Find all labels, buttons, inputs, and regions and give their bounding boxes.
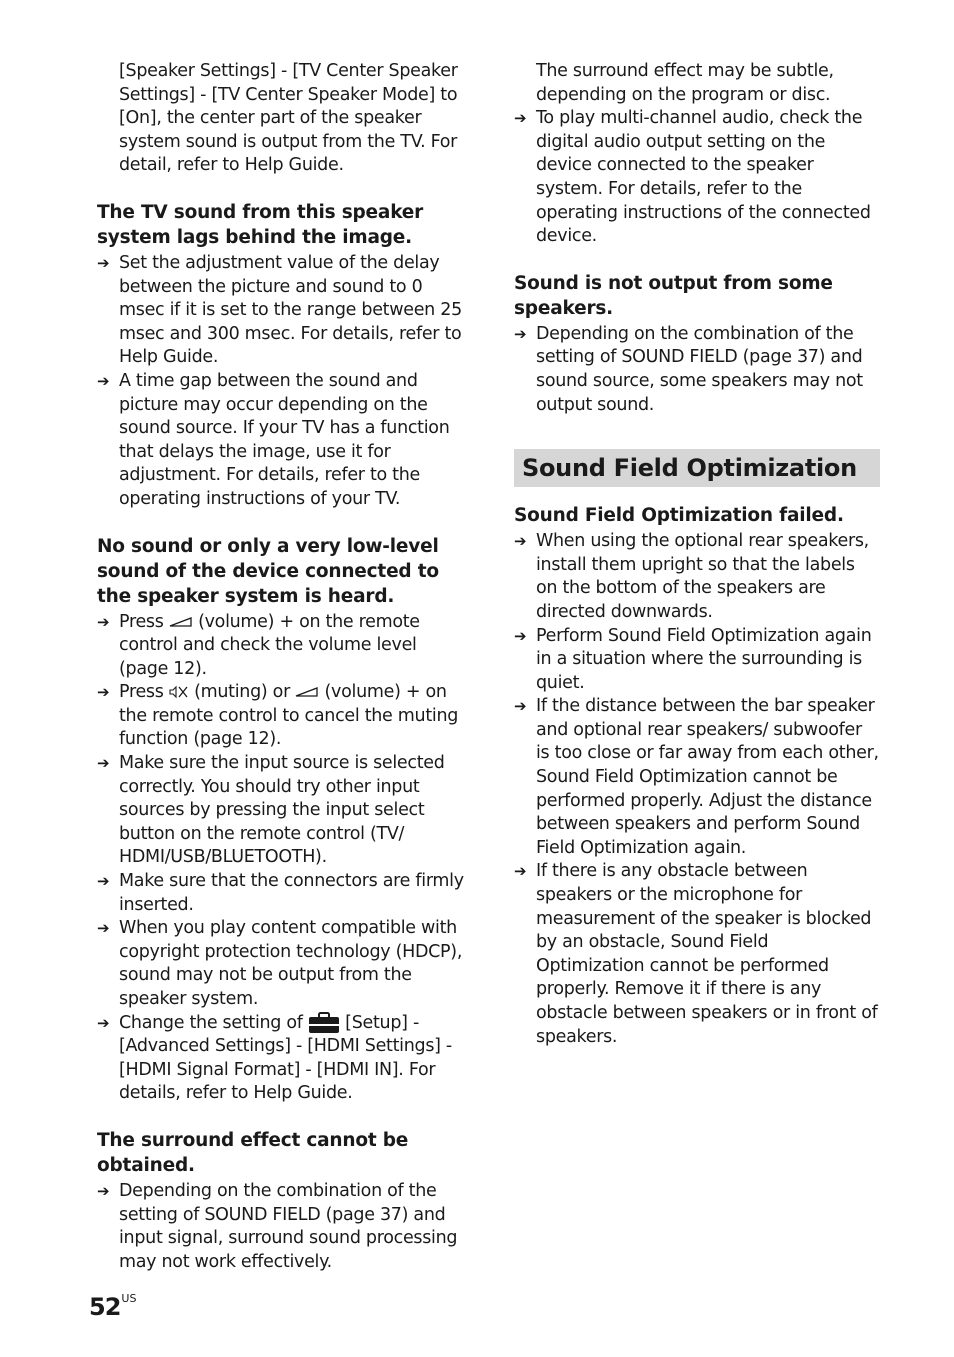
section-title-band (514, 449, 880, 487)
notoutput-heading: Sound is not output from some speakers. (514, 272, 833, 319)
list-item: ➔ Make sure the input source is selected correctly. You should try other input sources by pressing the input select button on the remote control (TV/ HDMI/USB/BLUETOOTH). (97, 753, 445, 868)
toolbox-icon (308, 1012, 340, 1034)
arrow-bullet-icon: ➔ (97, 371, 110, 390)
volume-icon (295, 686, 319, 698)
page-number: $52^{US}$ (89, 1292, 137, 1321)
right-column (514, 60, 880, 1071)
list-item: ➔ Change the setting of [Setup] - [Advanced Settings] - [HDMI Settings] - [HDMI Signal Format] - [HDMI IN]. For details, refer to Help Guide. (97, 1012, 452, 1104)
arrow-bullet-icon: ➔ (97, 612, 110, 631)
nosound-heading: No sound or only a very low-level sound of the device connected to the speaker system is heard. (97, 535, 439, 607)
list-item: ➔ When you play content compatible with copyright protection technology (HDCP), sound may not be output from the speaker system. (97, 918, 463, 1009)
arrow-bullet-icon: ➔ (97, 919, 110, 938)
failed-heading: Sound Field Optimization failed. (514, 505, 844, 527)
arrow-bullet-icon: ➔ (97, 253, 110, 272)
nosound-list (97, 611, 465, 1106)
arrow-bullet-icon: ➔ (514, 532, 527, 551)
surround-list (97, 1180, 465, 1274)
arrow-bullet-icon: ➔ (97, 754, 110, 773)
list-item: ➔ When using the optional rear speakers, install them upright so that the labels on the bottom of the speakers are directed downwards. (514, 531, 869, 622)
region-code: US (121, 1292, 137, 1305)
surround-heading: The surround effect cannot be obtained. (97, 1129, 409, 1176)
arrow-bullet-icon: ➔ (514, 324, 527, 343)
arrow-bullet-icon: ➔ (514, 626, 527, 645)
continuation-text: [Speaker Settings] - [TV Center Speaker Settings] - [TV Center Speaker Mode] to [On], the center part of the speaker system sound is output from the TV. For detail, refer to Help Guide. (119, 61, 458, 176)
list-item: ➔ If there is any obstacle between speakers or the microphone for measurement of the speaker is blocked by an obstacle, Sound Field Optimization cannot be performed properly. Remove it if there is any obstacle between speakers or in front of speakers. (514, 861, 878, 1047)
muting-icon (169, 684, 189, 700)
arrow-bullet-icon: ➔ (97, 872, 110, 891)
arrow-bullet-icon: ➔ (97, 683, 110, 702)
arrow-bullet-icon: ➔ (514, 109, 527, 128)
list-item: ➔ To play multi-channel audio, check the digital audio output setting on the device connected to the speaker system. For details, refer to the operating instructions of the connected device. (514, 108, 871, 247)
list-item: ➔ Set the adjustment value of the delay between the picture and sound to 0 msec if it is set to the range between 25 msec and 300 msec. For details, refer to Help Guide. (97, 252, 462, 368)
list-item: ➔ Depending on the combination of the setting of SOUND FIELD (page 37) and sound source, some speakers may not output sound. (514, 323, 863, 415)
notoutput-list (514, 323, 880, 417)
list-item: ➔ Perform Sound Field Optimization again in a situation where the surrounding is quiet. (514, 625, 872, 693)
list-item: ➔ If the distance between the bar speaker and optional rear speakers/ subwoofer is too close or far away from each other, Sound Field Optimization cannot be performed properly. Adjust the distance between speakers and perform Sound Field Optimization again. (514, 696, 879, 858)
list-item: ➔ A time gap between the sound and picture may occur depending on the sound source. If your TV has a function that delays the image, use it for adjustment. For details, refer to the operating instructions of your TV. (97, 370, 450, 509)
surround-list-continued (514, 107, 880, 249)
continuation-text: The surround effect may be subtle, depending on the program or disc. (536, 61, 834, 105)
list-item: ➔ Press (volume) + on the remote control and check the volume level (page 12). (97, 611, 420, 679)
arrow-bullet-icon: ➔ (514, 862, 527, 881)
section-title: Sound Field Optimization (522, 454, 857, 483)
list-item: ➔ Make sure that the connectors are firmly inserted. (97, 871, 464, 915)
arrow-bullet-icon: ➔ (97, 1013, 110, 1032)
list-item: ➔ Press (muting) or (volume) + on the remote control to cancel the muting function (page 12). (97, 682, 459, 750)
volume-icon (169, 616, 193, 628)
list-item: ➔ Depending on the combination of the setting of SOUND FIELD (page 37) and input signal, surround sound processing may not work effectively. (97, 1180, 458, 1272)
arrow-bullet-icon: ➔ (514, 697, 527, 716)
lag-heading: The TV sound from this speaker system lags behind the image. (97, 201, 424, 248)
failed-list (514, 530, 880, 1049)
lag-list (97, 252, 465, 512)
left-column (97, 60, 465, 1296)
arrow-bullet-icon: ➔ (97, 1181, 110, 1200)
